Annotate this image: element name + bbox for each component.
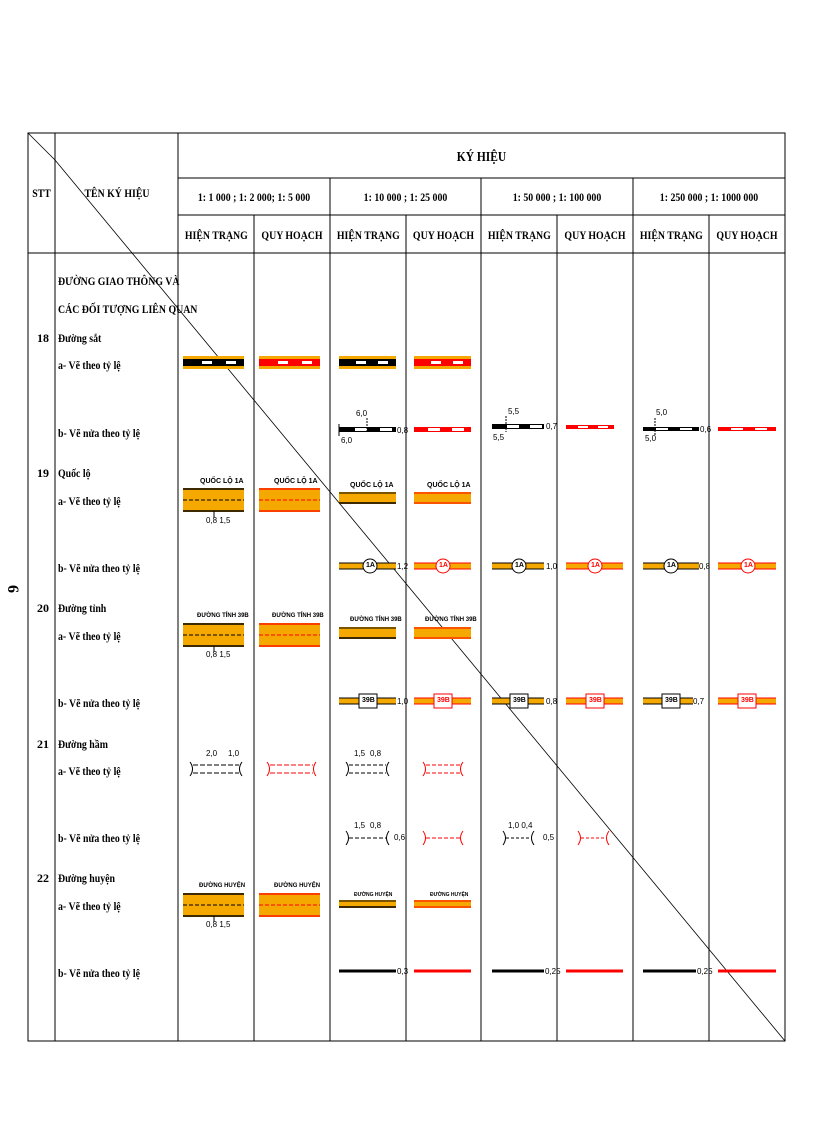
railway-scaled-existing-1 (183, 356, 244, 369)
header-sub-6: QUY HOẠCH (564, 228, 626, 242)
dim-dh-025: 0,25 (545, 967, 561, 976)
row-20-stt: 20 (37, 601, 49, 615)
dim-tunnel-15: 1,5 (354, 749, 366, 758)
badge-39b-4: 39B (589, 697, 602, 704)
row-22-name: Đường huyện (58, 871, 116, 885)
badge-1a-3: 1A (515, 562, 524, 569)
row-21-stt: 21 (37, 737, 49, 751)
header-stt: STT (32, 186, 51, 200)
row-19-name: Quốc lộ (58, 466, 91, 480)
railway-half-planned-2 (414, 427, 471, 432)
badge-1a-2: 1A (439, 562, 448, 569)
national-road-scaled-existing-2 (339, 492, 396, 504)
row-22-a: a- Vẽ theo tỷ lệ (58, 899, 121, 913)
header-name: TÊN KÝ HIỆU (84, 186, 150, 200)
district-road-scaled-planned-2 (414, 900, 471, 908)
header-scale-1: 1: 1 000 ; 1: 2 000; 1: 5 000 (197, 190, 311, 204)
row-19-stt: 19 (37, 466, 49, 480)
label-dh-1: ĐƯỜNG HUYỆN (199, 883, 246, 889)
label-ql1a-2: QUỐC LỘ 1A (274, 478, 318, 485)
row-20-name: Đường tỉnh (58, 601, 107, 615)
dim-rail-07: 0,7 (546, 422, 558, 431)
dim-dh-03: 0,3 (397, 967, 409, 976)
label-ql1a-1: QUỐC LỘ 1A (200, 478, 244, 485)
railway-half-existing-4 (643, 418, 699, 435)
dim-dt-07: 0,7 (693, 697, 705, 706)
page-number: 6 (4, 585, 21, 593)
row-18-a: a- Vẽ theo tỷ lệ (58, 358, 121, 372)
header-sub-1: HIỆN TRẠNG (184, 228, 248, 242)
provincial-road-scaled-existing-1 (183, 623, 244, 652)
label-dh-4: ĐƯỜNG HUYỆN (430, 892, 469, 898)
dim-dt-1: 0,8 1,5 (206, 650, 231, 659)
dim-tunnel-08: 0,8 (370, 749, 382, 758)
badge-1a-5: 1A (667, 562, 676, 569)
dim-tunnel-10: 1,0 (228, 749, 240, 758)
section-title-line-2: CÁC ĐỐI TƯỢNG LIÊN QUAN (58, 302, 198, 316)
railway-half-planned-3 (566, 425, 614, 429)
dim-rail-60b: 6,0 (341, 436, 353, 445)
row-18-b: b- Vẽ nửa theo tỷ lệ (58, 426, 140, 440)
dim-rail-50b: 5,0 (645, 434, 657, 443)
railway-half-existing-2 (339, 418, 396, 436)
header-sub-3: HIỆN TRẠNG (336, 228, 400, 242)
provincial-road-scaled-planned-2 (414, 627, 471, 639)
label-ql1a-4: QUỐC LỘ 1A (427, 482, 471, 489)
row-19-b: b- Vẽ nửa theo tỷ lệ (58, 561, 140, 575)
header-sub-8: QUY HOẠCH (716, 228, 778, 242)
railway-scaled-planned-1 (259, 356, 320, 369)
row-22-stt: 22 (37, 871, 49, 885)
dim-tunnel-05: 0,5 (543, 833, 555, 842)
badge-39b-3: 39B (513, 697, 526, 704)
dim-tunnel-20: 2,0 (206, 749, 218, 758)
header-sub-5: HIỆN TRẠNG (487, 228, 551, 242)
district-road-scaled-planned-1 (259, 893, 320, 917)
tunnel-scaled-planned-1 (267, 762, 316, 776)
badge-1a-1: 1A (366, 562, 375, 569)
dim-rail-60a: 6,0 (356, 409, 368, 418)
header-symbol: KÝ HIỆU (456, 150, 507, 165)
tunnel-half-planned-3 (578, 831, 609, 845)
label-dt-3: ĐƯỜNG TỈNH 39B (350, 617, 402, 623)
label-dt-1: ĐƯỜNG TỈNH 39B (197, 613, 249, 619)
header-sub-2: QUY HOẠCH (261, 228, 323, 242)
row-21-a: a- Vẽ theo tỷ lệ (58, 764, 121, 778)
tunnel-half-planned-2 (423, 831, 463, 845)
row-18-name: Đường sắt (58, 331, 102, 345)
badge-39b-1: 39B (362, 697, 375, 704)
label-dh-2: ĐƯỜNG HUYỆN (274, 883, 321, 889)
national-road-scaled-planned-1 (259, 488, 320, 512)
badge-1a-6: 1A (744, 562, 753, 569)
dim-tunnel-10-04: 1,0 0,4 (508, 821, 533, 830)
dim-ql-08: 0,8 (699, 562, 711, 571)
dim-dt-10: 1,0 (397, 697, 409, 706)
dim-rail-50a: 5,0 (656, 408, 668, 417)
railway-scaled-planned-2 (414, 356, 471, 369)
dim-dh-1: 0,8 1,5 (206, 920, 231, 929)
railway-half-planned-4 (718, 427, 776, 431)
railway-half-existing-3 (492, 416, 544, 432)
dim-tunnel-06: 0,6 (394, 833, 406, 842)
tunnel-scaled-planned-2 (423, 762, 463, 776)
row-18-stt: 18 (37, 331, 49, 345)
district-road-scaled-existing-1 (183, 893, 244, 922)
header-scale-3: 1: 50 000 ; 1: 100 000 (512, 190, 602, 204)
dim-rail-06: 0,6 (700, 425, 712, 434)
section-title-line-1: ĐƯỜNG GIAO THÔNG VÀ (58, 274, 180, 288)
row-19-a: a- Vẽ theo tỷ lệ (58, 494, 121, 508)
badge-39b-2: 39B (437, 697, 450, 704)
row-21-b: b- Vẽ nửa theo tỷ lệ (58, 831, 140, 845)
national-road-scaled-existing-1 (183, 488, 244, 518)
tunnel-scaled-existing-2 (346, 762, 389, 776)
district-road-scaled-existing-2 (339, 900, 396, 908)
dim-ql-10: 1,0 (546, 562, 558, 571)
row-21-name: Đường hầm (58, 737, 108, 751)
row-22-b: b- Vẽ nửa theo tỷ lệ (58, 966, 140, 980)
row-20-a: a- Vẽ theo tỷ lệ (58, 629, 121, 643)
dim-rail-55b: 5,5 (493, 433, 505, 442)
dim-rail-55a: 5,5 (508, 407, 520, 416)
dim-rail-08: 0,8 (397, 426, 409, 435)
national-road-scaled-planned-2 (414, 492, 471, 504)
badge-1a-4: 1A (591, 562, 600, 569)
dim-ql-1: 0,8 1,5 (206, 516, 231, 525)
label-ql1a-3: QUỐC LỘ 1A (350, 482, 394, 489)
tunnel-scaled-existing-1 (190, 762, 242, 776)
header-scale-2: 1: 10 000 ; 1: 25 000 (363, 190, 448, 204)
label-dh-3: ĐƯỜNG HUYỆN (354, 892, 393, 898)
provincial-road-scaled-existing-2 (339, 627, 396, 639)
row-20-b: b- Vẽ nửa theo tỷ lệ (58, 696, 140, 710)
tunnel-half-existing-3 (503, 831, 534, 845)
badge-39b-6: 39B (741, 697, 754, 704)
header-scale-4: 1: 250 000 ; 1: 1000 000 (659, 190, 759, 204)
badge-39b-5: 39B (665, 697, 678, 704)
provincial-road-scaled-planned-1 (259, 623, 320, 647)
dim-dt-08: 0,8 (546, 697, 558, 706)
header-sub-7: HIỆN TRẠNG (639, 228, 703, 242)
dim-tunnel-08b: 0,8 (370, 821, 382, 830)
dim-tunnel-15b: 1,5 (354, 821, 366, 830)
label-dt-4: ĐƯỜNG TỈNH 39B (425, 617, 477, 623)
header-sub-4: QUY HOẠCH (412, 228, 475, 242)
railway-scaled-existing-2 (339, 356, 396, 369)
label-dt-2: ĐƯỜNG TỈNH 39B (272, 613, 324, 619)
dim-dh-025b: 0,25 (697, 967, 713, 976)
tunnel-half-existing-2 (346, 831, 389, 845)
dim-ql-12: 1,2 (397, 562, 409, 571)
